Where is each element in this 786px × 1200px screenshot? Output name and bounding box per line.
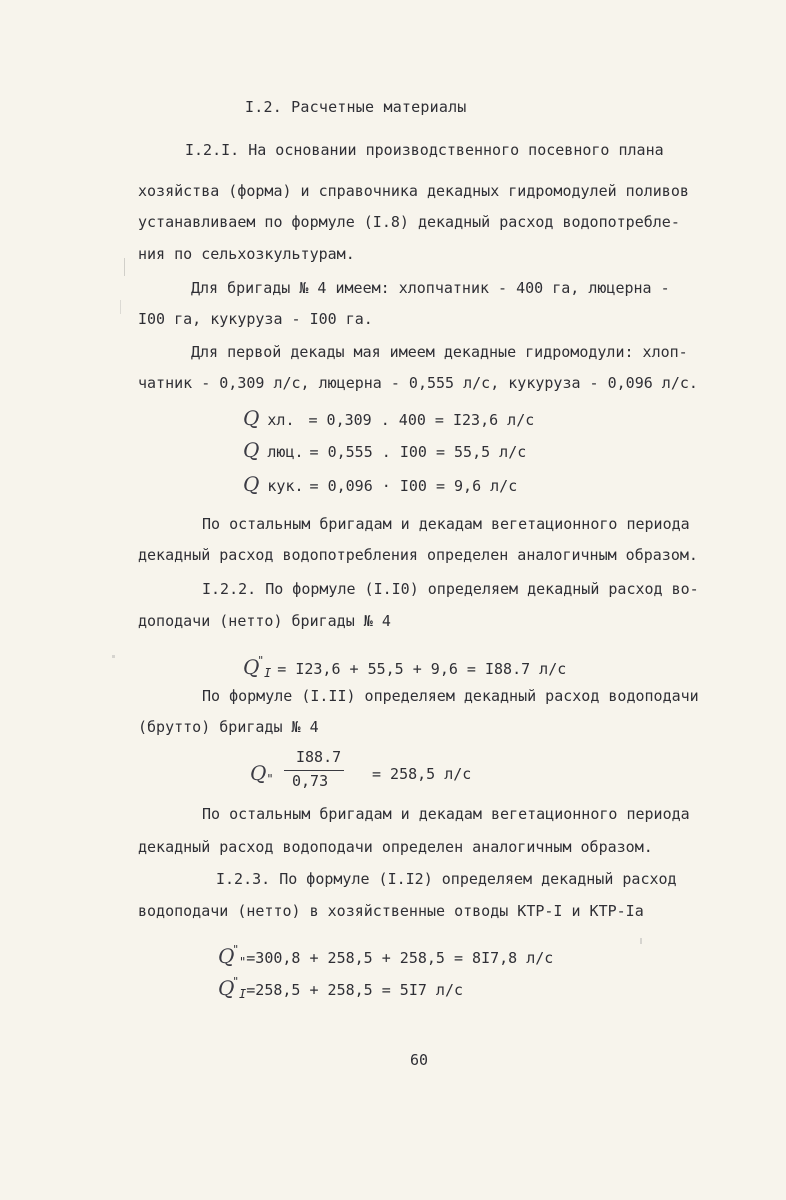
- q-gross-symbol: [250, 763, 274, 789]
- paragraph-5-line-1: I.2.2. По формуле (I.I0) определяем декадный расход во-: [202, 580, 699, 598]
- page-number: 60: [410, 1051, 429, 1069]
- paragraph-8-line-2: водоподачи (нетто) в хозяйственные отводы КТР-I и КТР-Iа: [138, 902, 644, 920]
- equation-result: = 258,5 л/с: [372, 765, 472, 783]
- equation-body: =300,8 + 258,5 + 258,5 = 8I7,8 л/с: [246, 949, 554, 967]
- equation-q-cotton: [243, 408, 534, 430]
- scan-mark: [124, 258, 125, 276]
- scan-mark: [112, 655, 115, 658]
- paragraph-1-line-2: хозяйства (форма) и справочника декадных гидромодулей поливов: [138, 182, 689, 200]
- paragraph-4-line-1: По остальным бригадам и декадам вегетационного периода: [202, 515, 690, 533]
- fraction-denominator: 0,73: [292, 772, 329, 790]
- paragraph-7-line-1: По остальным бригадам и декадам вегетационного периода: [202, 805, 690, 823]
- q-symbol: Q: [243, 655, 260, 679]
- equation-subscript: I: [264, 666, 272, 680]
- paragraph-4-line-2: декадный расход водопотребления определен аналогичным образом.: [138, 546, 698, 564]
- equation-superscript: ": [257, 654, 265, 667]
- equation-subscript: кук.: [267, 477, 304, 495]
- paragraph-1-line-4: ния по сельхозкультурам.: [138, 245, 355, 263]
- paragraph-3-line-1: Для первой декады мая имеем декадные гидромодули: хлоп-: [191, 343, 688, 361]
- equation-body: = 0,096 · I00 = 9,6 л/с: [309, 477, 518, 495]
- paragraph-5-line-2: доподачи (нетто) бригады № 4: [138, 612, 391, 630]
- scan-mark: [120, 300, 121, 314]
- equation-subscript: I: [239, 987, 247, 1001]
- paragraph-8-line-1: I.2.3. По формуле (I.I2) определяем декадный расход: [216, 870, 677, 888]
- fraction-numerator: I88.7: [296, 748, 342, 766]
- equation-body: = 0,555 . I00 = 55,5 л/с: [309, 443, 527, 461]
- q-symbol: Q: [218, 976, 235, 1000]
- q-symbol: Q: [250, 761, 267, 785]
- equation-q-corn: [243, 474, 517, 496]
- section-heading: I.2. Расчетные материалы: [245, 98, 467, 116]
- equation-body: = 0,309 . 400 = I23,6 л/с: [308, 411, 535, 429]
- equation-body: =258,5 + 258,5 = 5I7 л/с: [246, 981, 464, 999]
- equation-subscript: хл.: [267, 411, 295, 429]
- paragraph-1-line-1: I.2.I. На основании производственного посевного плана: [185, 141, 664, 159]
- equation-subscript: люц.: [267, 443, 304, 461]
- equation-subscript: ": [239, 955, 247, 969]
- paragraph-2-line-1: Для бригады № 4 имеем: хлопчатник - 400 га, люцерна -: [191, 279, 670, 297]
- q-symbol: Q: [243, 438, 260, 462]
- scan-mark: [640, 938, 642, 944]
- paragraph-6-line-1: По формуле (I.II) определяем декадный расход водоподачи: [202, 687, 699, 705]
- q-symbol: Q: [243, 406, 260, 430]
- paragraph-6-line-2: (брутто) бригады № 4: [138, 718, 319, 736]
- equation-q-alfalfa: [243, 440, 526, 462]
- paragraph-7-line-2: декадный расход водоподачи определен аналогичным образом.: [138, 838, 653, 856]
- q-symbol: Q: [243, 472, 260, 496]
- equation-q-net: [243, 651, 566, 683]
- equation-subscript: ": [266, 772, 274, 786]
- equation-q-ktr-partial: [218, 972, 463, 1004]
- paragraph-3-line-2: чатник - 0,309 л/с, люцерна - 0,555 л/с, кукуруза - 0,096 л/с.: [138, 374, 698, 392]
- q-symbol: Q: [218, 944, 235, 968]
- equation-superscript: ": [232, 975, 240, 988]
- equation-q-ktr-total: [218, 940, 553, 972]
- paragraph-1-line-3: устанавливаем по формуле (I.8) декадный расход водопотребле-: [138, 213, 680, 231]
- equation-body: = I23,6 + 55,5 + 9,6 = I88.7 л/с: [277, 660, 567, 678]
- paragraph-2-line-2: I00 га, кукуруза - I00 га.: [138, 310, 373, 328]
- equation-superscript: ": [232, 943, 240, 956]
